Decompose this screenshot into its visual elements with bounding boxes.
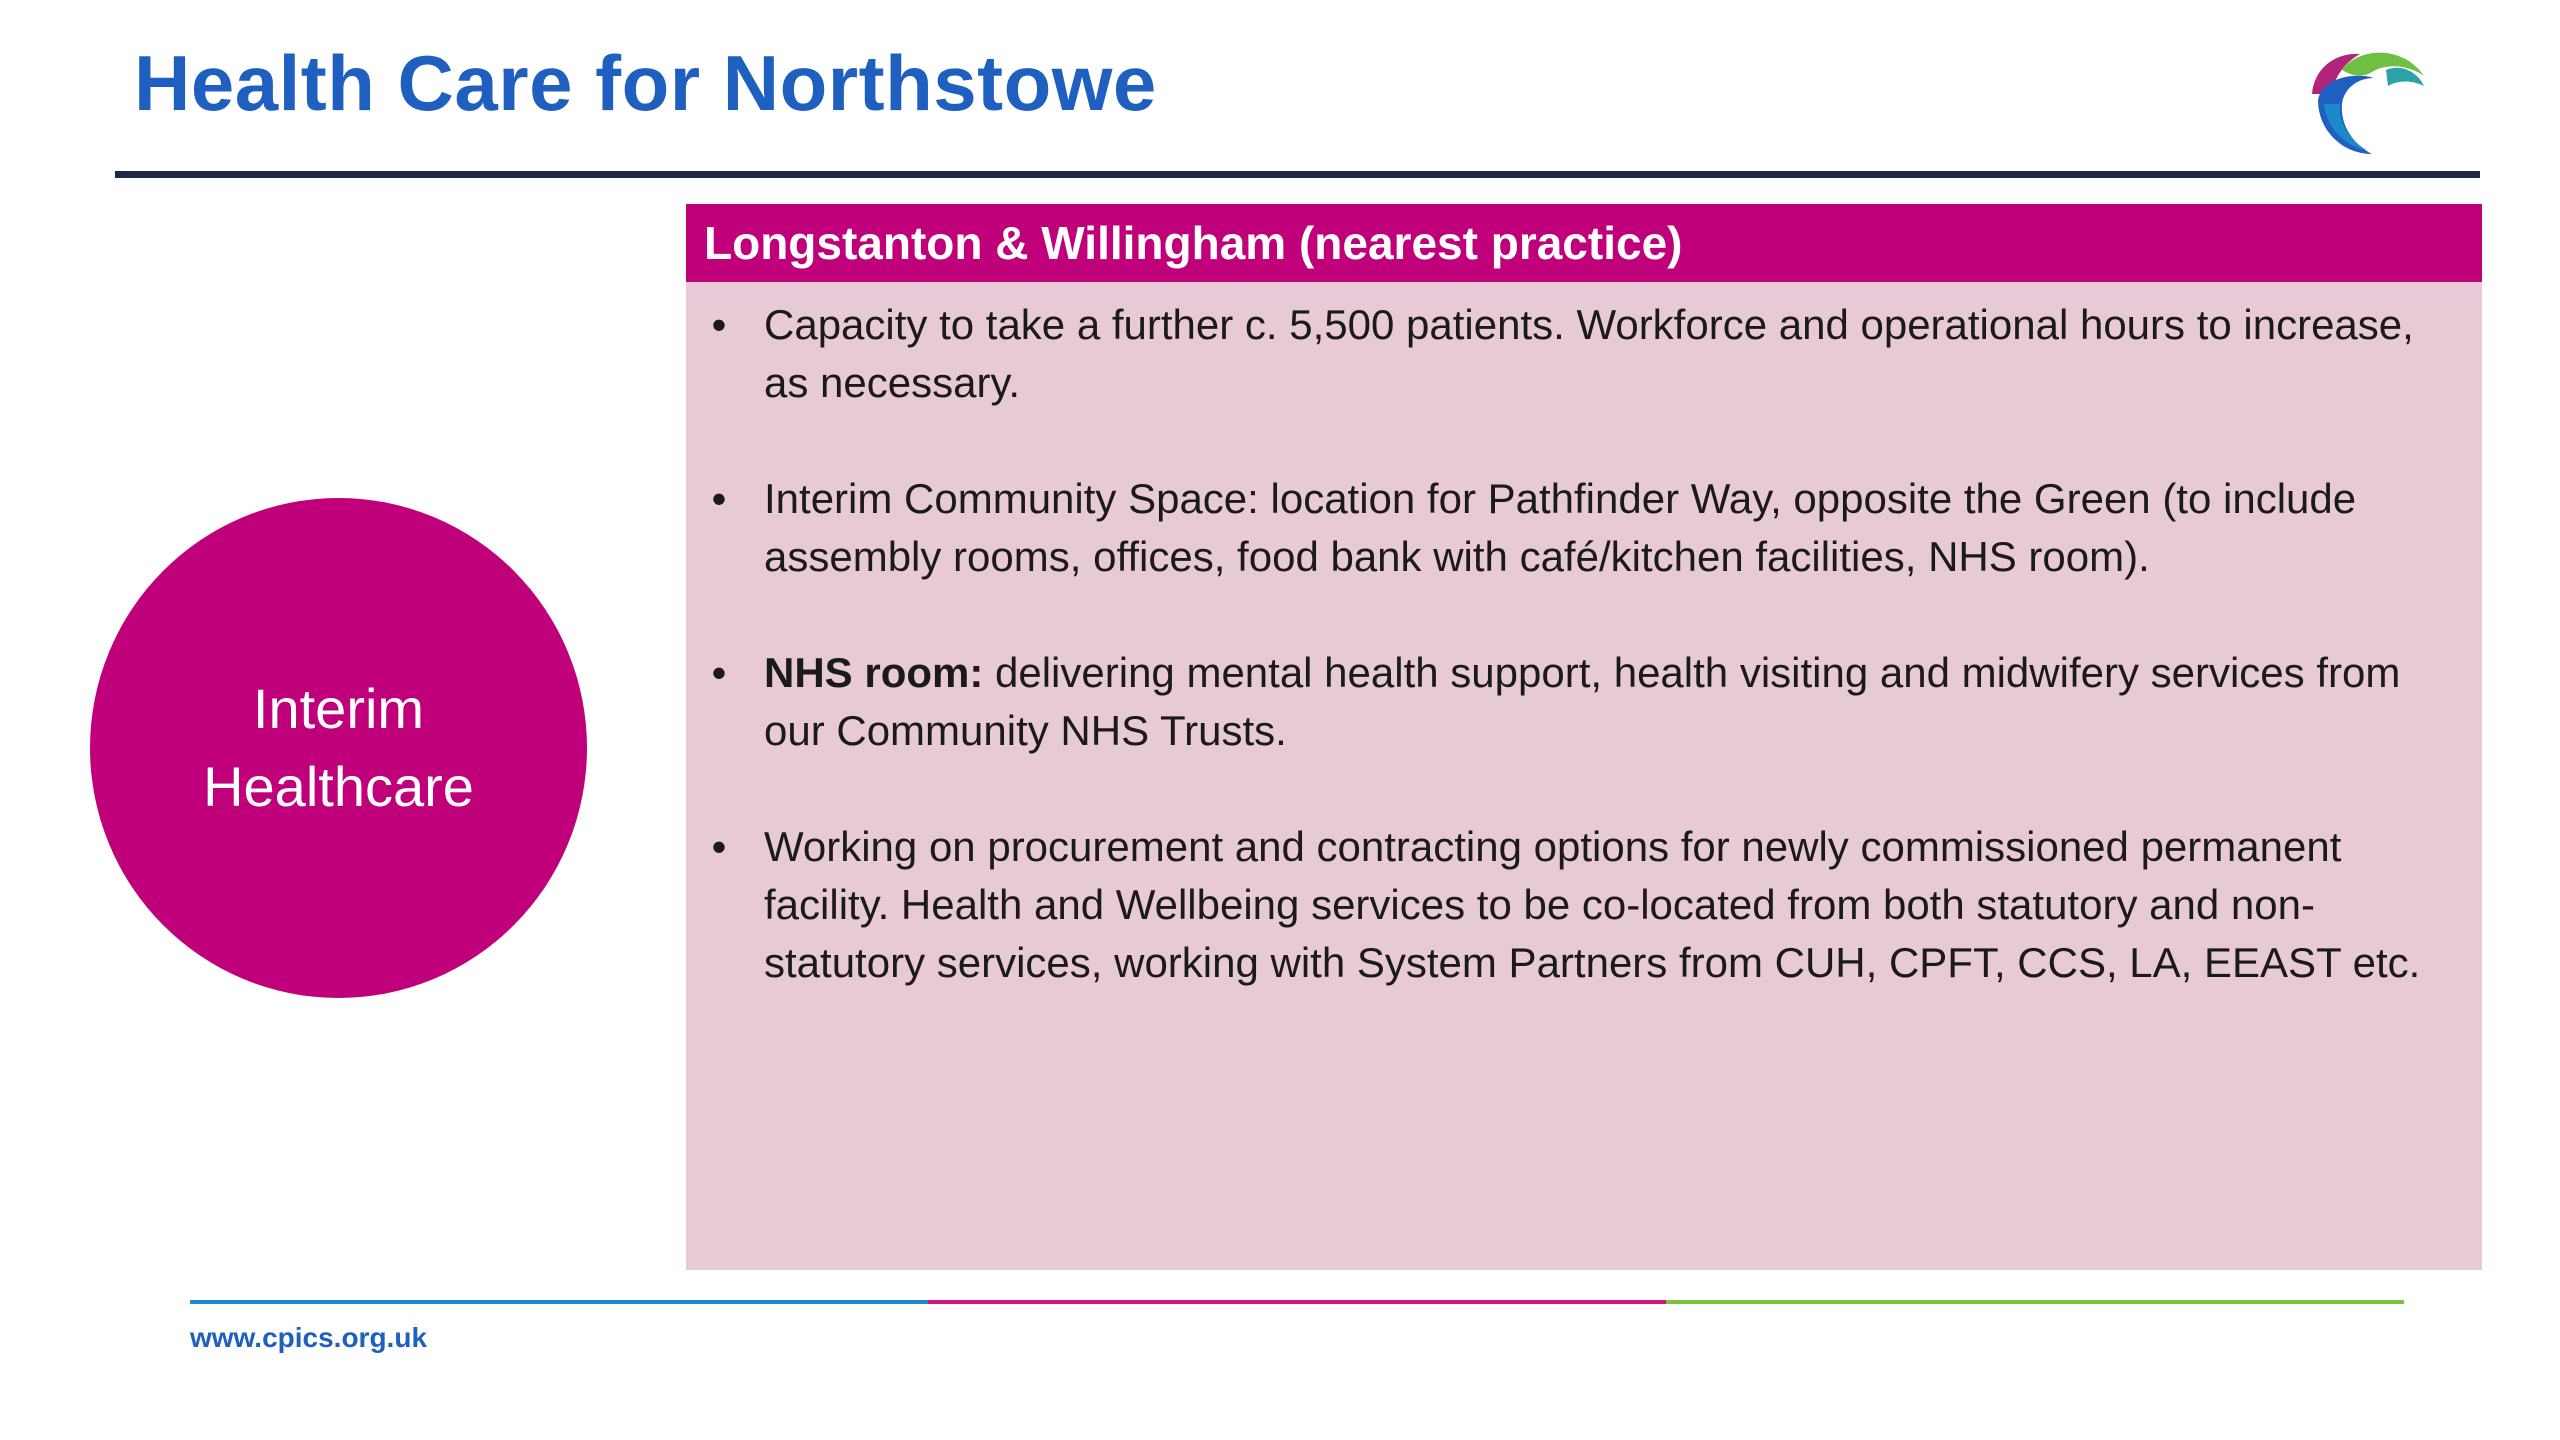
circle-label-line-2: Healthcare (203, 755, 474, 818)
interim-healthcare-circle (90, 498, 587, 998)
bullet-lead: NHS room: (764, 649, 984, 696)
title-divider (115, 171, 2480, 178)
bullet-item-capacity (686, 296, 2482, 412)
bullet-text: Capacity to take a further c. 5,500 patients. Workforce and operational hours to increase, as necessary. (764, 301, 2414, 406)
footer-line-blue (190, 1300, 928, 1304)
footer-line-pink (928, 1300, 1666, 1304)
bullet-text: delivering mental health support, health visiting and midwifery services from our Community NHS Trusts. (764, 649, 2401, 754)
bullet-marker: • (711, 649, 727, 696)
bullet-text: Interim Community Space: location for Pathfinder Way, opposite the Green (to include assembly rooms, offices, food bank with café/kitchen facilities, NHS room). (764, 475, 2357, 580)
circle-label-line-1: Interim (252, 677, 425, 740)
bullet-text: Working on procurement and contracting options for newly commissioned permanent facility. Health and Wellbeing services to be co-located from both statutory and non-statutory services, working with System Partners from CUH, CPFT, CCS, LA, EEAST etc. (764, 823, 2421, 986)
practice-panel (686, 204, 2482, 1270)
footer-website-link[interactable]: www.cpics.org.uk (190, 1322, 428, 1353)
bullet-item-nhs-room (686, 644, 2482, 760)
slide-title: Health Care for Northstowe (134, 39, 1157, 127)
circle-label (203, 670, 474, 826)
cpics-logo-icon (2300, 42, 2430, 162)
bullet-list (686, 296, 2482, 1050)
panel-header: Longstanton & Willingham (nearest practice) (686, 204, 2482, 282)
bullet-marker: • (711, 301, 727, 348)
bullet-item-procurement (686, 818, 2482, 992)
bullet-item-community-space (686, 470, 2482, 586)
bullet-marker: • (711, 475, 727, 522)
bullet-marker: • (711, 823, 727, 870)
footer-line-green (1666, 1300, 2404, 1304)
